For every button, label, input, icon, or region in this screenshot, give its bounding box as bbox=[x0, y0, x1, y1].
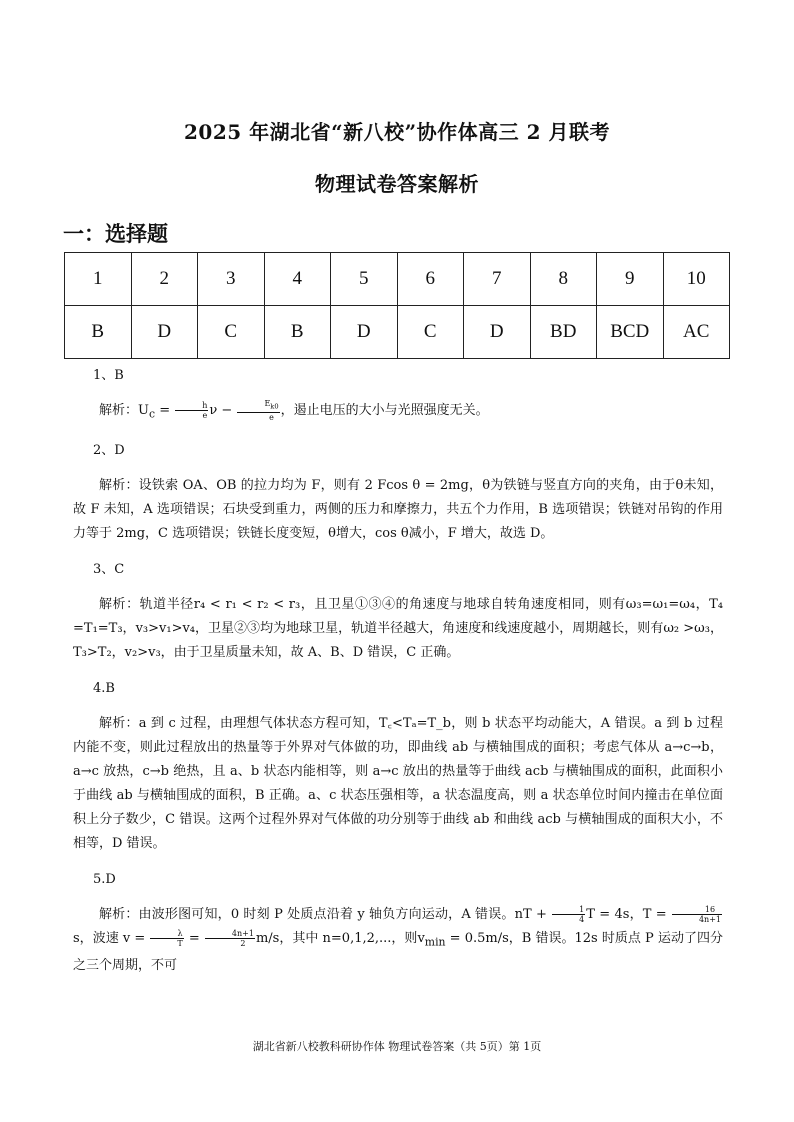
explanation-label: 解析： bbox=[99, 403, 139, 418]
fraction-denominator: 4 bbox=[579, 914, 585, 924]
exam-subtitle: 物理试卷答案解析 bbox=[315, 172, 479, 196]
q4-heading: 4.B bbox=[93, 680, 115, 696]
fraction-denominator: 2 bbox=[240, 938, 246, 948]
formula-subscript: k0 bbox=[270, 402, 279, 411]
q5-explanation bbox=[73, 903, 723, 979]
answer-cell: D bbox=[131, 306, 198, 359]
fraction-numerator: 1 bbox=[552, 905, 585, 915]
fraction-denominator: 4n+1 bbox=[698, 914, 721, 924]
question-number-cell: 10 bbox=[663, 253, 730, 306]
fraction-numerator: 16 bbox=[672, 905, 722, 915]
question-number-cell: 1 bbox=[65, 253, 132, 306]
formula-symbol: U bbox=[138, 403, 149, 418]
fraction-denominator: e bbox=[202, 411, 208, 420]
q4-explanation: 解析：a 到 c 过程，由理想气体状态方程可知，T꜀<Tₐ=T_b，则 b 状态平均动能大，A 错误。a 到 b 过程内能不变，则此过程放出的热量等于外界对气体做的功，即曲线 ab 与横轴围成的面积；考虑气体从 a→c→b，a→c 放热，c→b 绝热，且 a、b 状态内能相等，则 a→c 放出的热量等于曲线 acb 与横轴围成的面积，此面积小于曲线 ab 与横轴围成的面积，B 正确。a、c 状态压强相等，a 状态温度高，则 a 状态单位时间内撞击在单位面积上分子数少，C 错误。这两个过程外界对气体做的功分别等于曲线 ab 和曲线 acb 与横轴围成的面积大小，不相等，D 错误。 bbox=[73, 715, 723, 851]
exam-title: 2025 年湖北省“新八校”协作体高三 2 月联考 bbox=[184, 120, 610, 144]
formula-symbol: E bbox=[264, 399, 271, 409]
answer-cell: C bbox=[397, 306, 464, 359]
q1-heading: 1、B bbox=[93, 368, 124, 383]
fraction bbox=[672, 905, 722, 924]
q5-heading: 5.D bbox=[93, 871, 116, 887]
fraction-denominator: e bbox=[269, 412, 274, 422]
answer-table-number-row bbox=[65, 253, 730, 306]
q1-explanation bbox=[73, 399, 723, 427]
q3-explanation: 解析：轨道半径r₄ < r₁ < r₂ < r₃，且卫星①③④的角速度与地球自转角速度相同，则有ω₃=ω₁=ω₄，T₄ =T₁=T₃，v₃>v₁>v₄，卫星②③均为地球卫星，轨道半径越大，角速度和线速度越小，周期越长，则有ω₂ >ω₃， T₃>T₂，v₂>v₃，由于卫星质量未知，故 A、B、D 错误，C 正确。 bbox=[73, 596, 723, 660]
answer-cell: D bbox=[331, 306, 398, 359]
fraction-denominator: T bbox=[177, 938, 183, 948]
page-footer: 湖北省新八校教科研协作体 物理试卷答案（共 5页）第 1页 bbox=[252, 1040, 542, 1053]
question-number-cell: 7 bbox=[464, 253, 531, 306]
question-number-cell: 3 bbox=[198, 253, 265, 306]
fraction bbox=[205, 929, 255, 948]
explanation-text: 解析：由波形图可知，0 时刻 P 处质点沿着 y 轴负方向运动，A 错误。nT + bbox=[99, 906, 552, 922]
formula-operator: = bbox=[155, 403, 175, 418]
explanation-text: = 0.5m/s，B 错误。12s 时质点 P 运动了四分之三个周期，不可 bbox=[73, 930, 723, 974]
answer-cell: B bbox=[264, 306, 331, 359]
fraction bbox=[237, 399, 279, 422]
question-number-cell: 8 bbox=[530, 253, 597, 306]
fraction-numerator bbox=[237, 399, 279, 413]
solutions-body bbox=[73, 364, 723, 990]
question-number-cell: 9 bbox=[597, 253, 664, 306]
fraction-numerator: 4n+1 bbox=[205, 929, 255, 939]
fraction bbox=[552, 905, 585, 924]
question-number-cell: 5 bbox=[331, 253, 398, 306]
question-number-cell: 2 bbox=[131, 253, 198, 306]
question-number-cell: 4 bbox=[264, 253, 331, 306]
section-title: 一：选择题 bbox=[63, 222, 168, 246]
answer-cell: AC bbox=[663, 306, 730, 359]
formula-subscript: c bbox=[148, 407, 156, 421]
answer-cell: B bbox=[65, 306, 132, 359]
explanation-text: m/s，其中 n=0,1,2,...，则v bbox=[255, 930, 425, 946]
explanation-text: s，波速 v = bbox=[73, 930, 150, 946]
q3-heading: 3、C bbox=[93, 561, 125, 577]
answer-table-answer-row bbox=[65, 306, 730, 359]
answer-cell: BD bbox=[530, 306, 597, 359]
q2-heading: 2、D bbox=[93, 442, 125, 458]
fraction bbox=[175, 401, 208, 420]
formula-subscript: min bbox=[424, 935, 446, 949]
answer-cell: D bbox=[464, 306, 531, 359]
formula-operator: = bbox=[184, 930, 204, 946]
question-number-cell: 6 bbox=[397, 253, 464, 306]
fraction bbox=[150, 929, 183, 948]
explanation-text: T = 4s，T = bbox=[586, 906, 671, 922]
explanation-text: ，遏止电压的大小与光照强度无关。 bbox=[280, 403, 489, 418]
answer-table bbox=[64, 252, 730, 359]
formula-term: ν − bbox=[209, 403, 237, 418]
answer-cell: BCD bbox=[597, 306, 664, 359]
answer-cell: C bbox=[198, 306, 265, 359]
fraction-numerator: h bbox=[175, 401, 208, 411]
fraction-numerator: λ bbox=[150, 929, 183, 939]
q2-explanation: 解析：设铁索 OA、OB 的拉力均为 F，则有 2 Fcos θ = 2mg，θ为铁链与竖直方向的夹角，由于θ未知，故 F 未知，A 选项错误；石块受到重力，两侧的压力和摩擦力，共五个力作用，B 选项错误；铁链对吊钩的作用力等于 2mg，C 选项错误；铁链长度变短，θ增大，cos θ减小，F 增大，故选 D。 bbox=[73, 477, 723, 541]
